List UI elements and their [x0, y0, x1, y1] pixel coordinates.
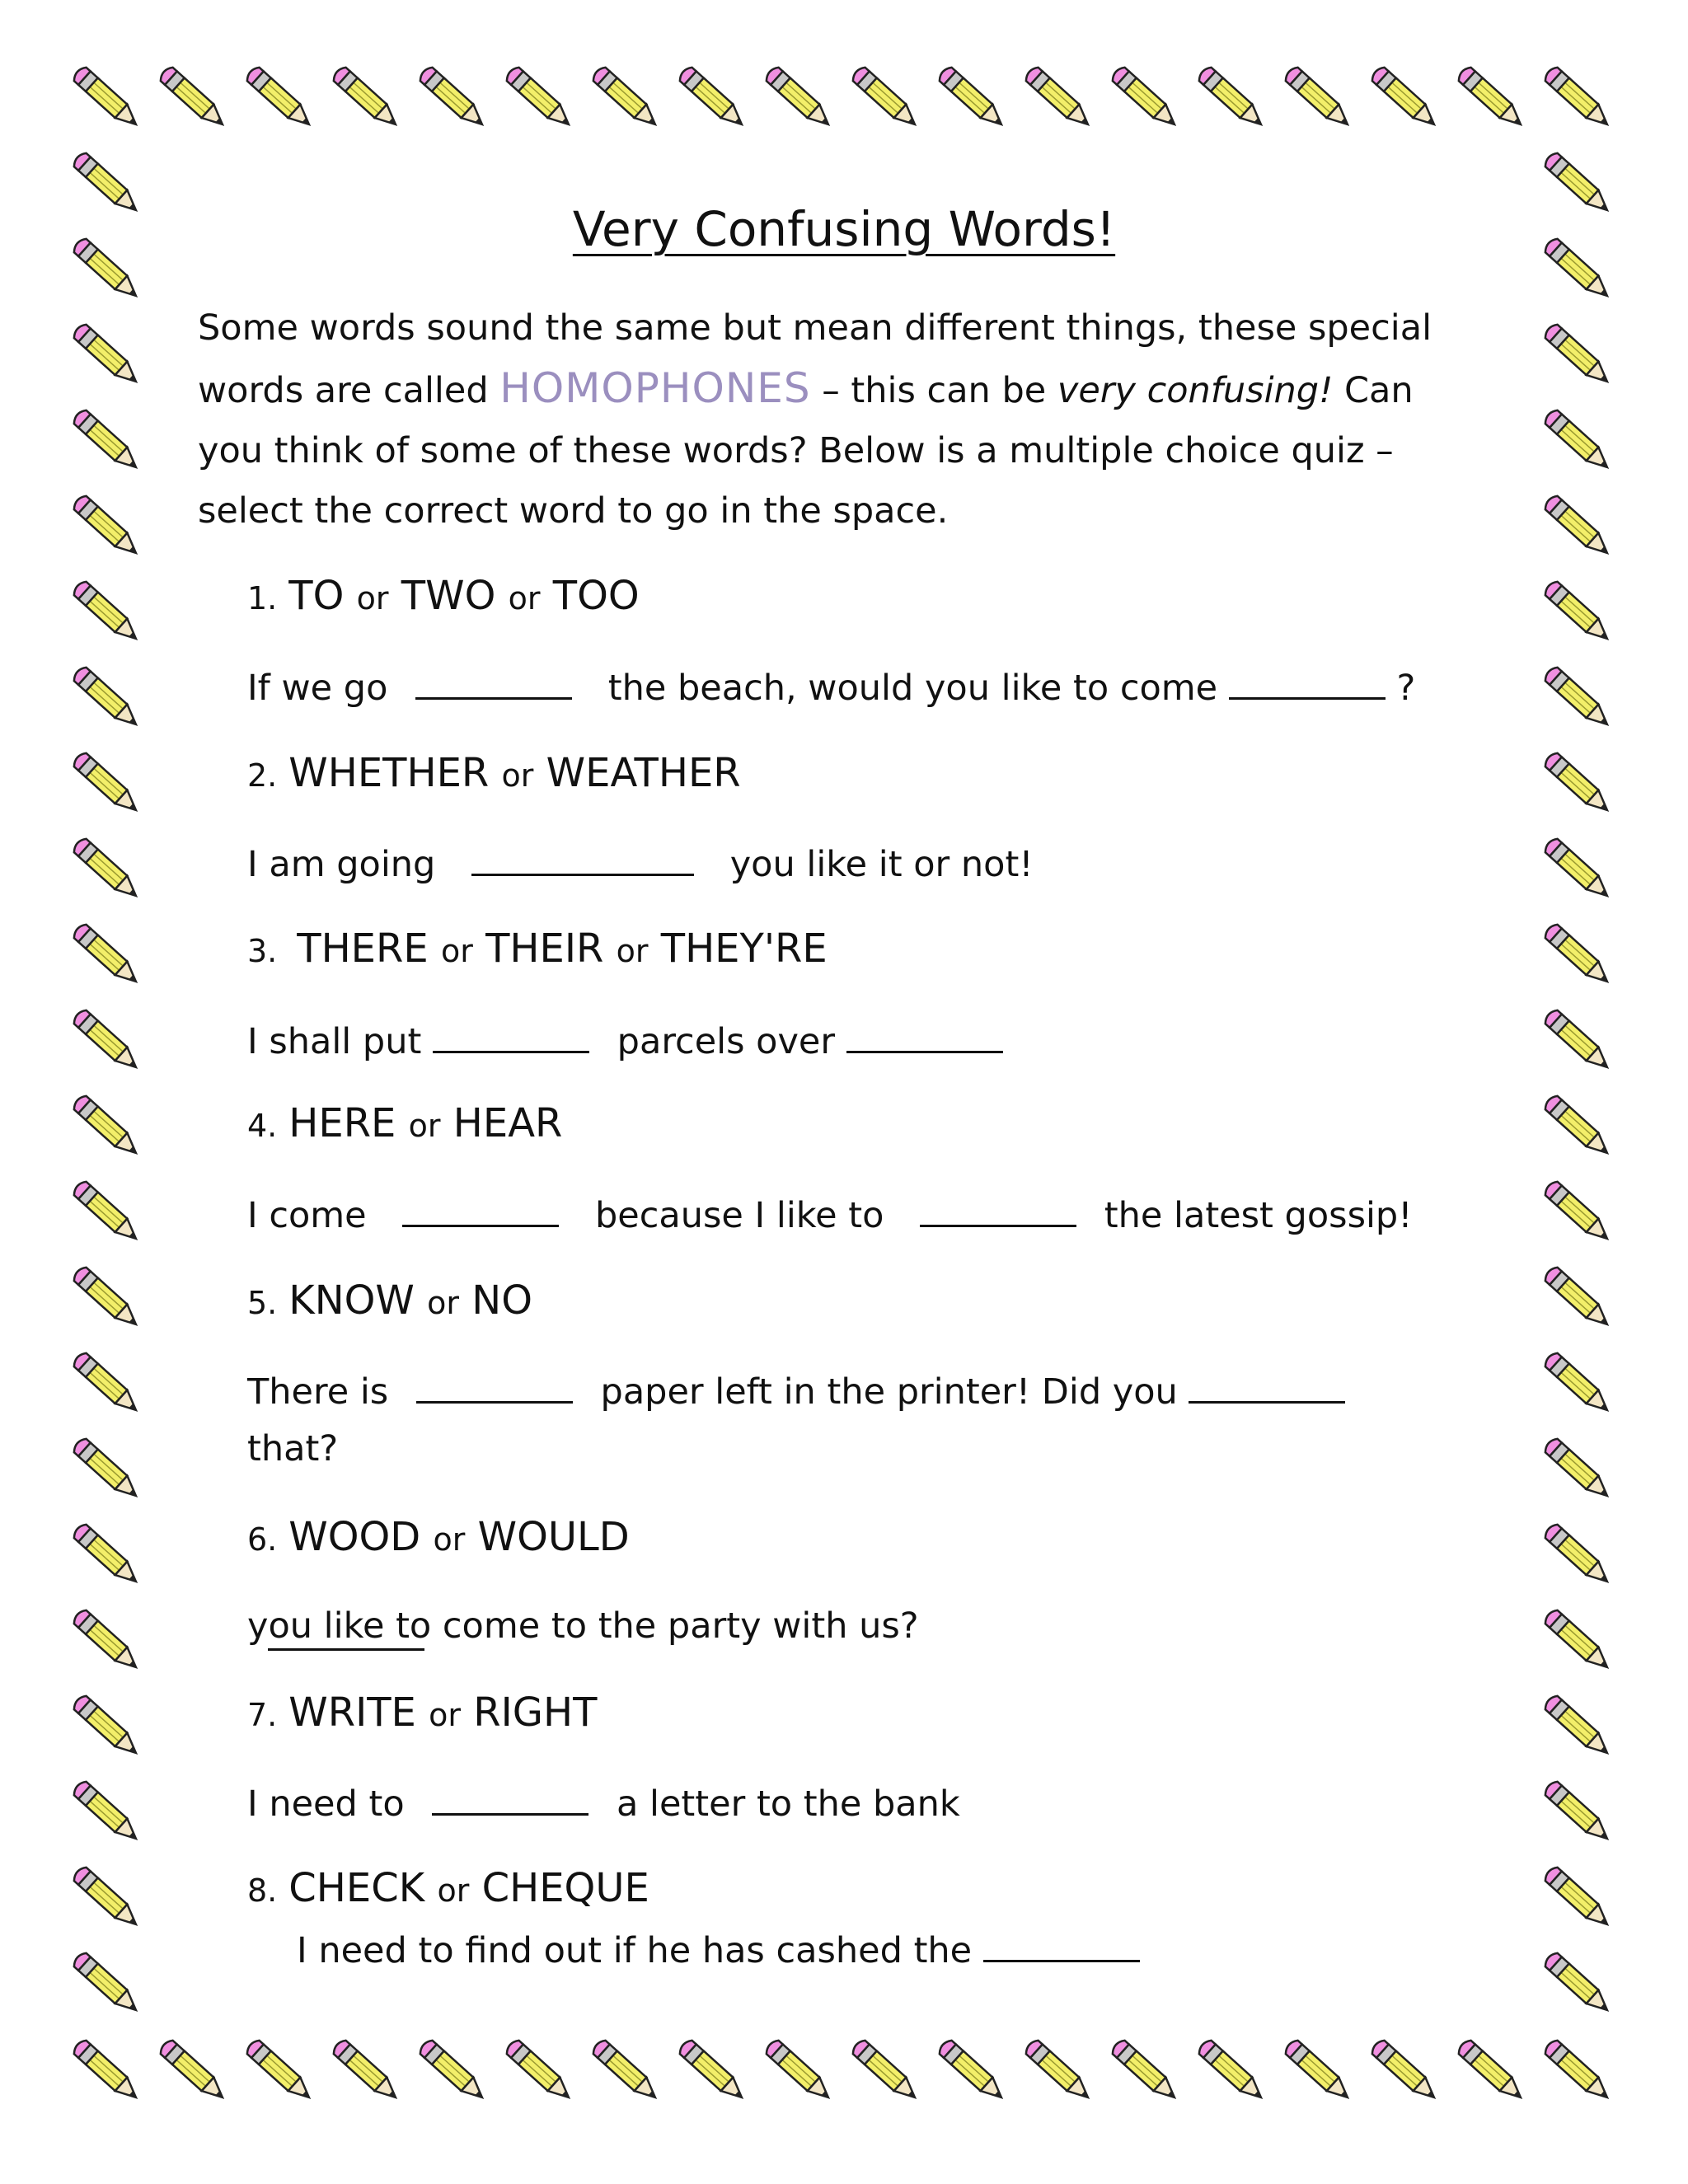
question-sentence: I shall put parcels over	[247, 1010, 1003, 1071]
answer-blank[interactable]	[416, 1360, 573, 1404]
question-heading: 5. KNOW or NO	[247, 1277, 532, 1324]
page-title: Very Confusing Words!	[572, 201, 1116, 257]
question-sentence: If we go the beach, would you like to come ?	[247, 656, 1415, 718]
answer-blank[interactable]	[432, 1772, 588, 1816]
question-sentence: I am going you like it or not!	[247, 832, 1034, 894]
intro-text: – this can be	[822, 370, 1047, 411]
intro-text: Can you think of some of these words? Below is a multiple choice quiz – select the correct word to go in the space.	[198, 370, 1414, 532]
question-sentence: There is paper left in the printer! Did you	[247, 1360, 1345, 1422]
answer-blank[interactable]	[1189, 1360, 1345, 1404]
answer-blank[interactable]	[433, 1010, 589, 1053]
intro-paragraph	[198, 298, 1467, 541]
question-sentence-continued: that?	[247, 1428, 339, 1469]
answer-blank[interactable]	[471, 832, 694, 876]
answer-blank[interactable]	[846, 1010, 1003, 1053]
answer-blank[interactable]	[920, 1183, 1076, 1227]
intro-text: Some words sound the same but mean different things, these special words are called	[198, 307, 1432, 411]
answer-blank[interactable]	[402, 1183, 559, 1227]
question-sentence: I come because I like to the latest gossip!	[247, 1183, 1412, 1245]
answer-blank[interactable]	[983, 1919, 1140, 1962]
intro-emphasis: very confusing!	[1057, 370, 1334, 411]
question-heading: 7. WRITE or RIGHT	[247, 1690, 598, 1736]
question-heading: 8. CHECK or CHEQUE	[247, 1865, 649, 1911]
question-heading: 6. WOOD or WOULD	[247, 1514, 630, 1560]
question-heading: 1. TO or TWO or TOO	[247, 573, 640, 619]
question-sentence: I need to find out if he has cashed the	[297, 1919, 1140, 1980]
question-sentence: I need to a letter to the bank	[247, 1772, 960, 1834]
question-sentence: you like to come to the party with us?	[247, 1605, 919, 1647]
question-heading: 4. HERE or HEAR	[247, 1100, 563, 1146]
answer-blank[interactable]	[1229, 656, 1386, 700]
answer-blank[interactable]	[415, 656, 572, 700]
question-heading: 3. THERE or THEIR or THEY'RE	[247, 926, 828, 972]
homophones-keyword: HOMOPHONES	[499, 364, 811, 412]
question-heading: 2. WHETHER or WEATHER	[247, 750, 741, 796]
answer-blank[interactable]	[268, 1648, 424, 1651]
